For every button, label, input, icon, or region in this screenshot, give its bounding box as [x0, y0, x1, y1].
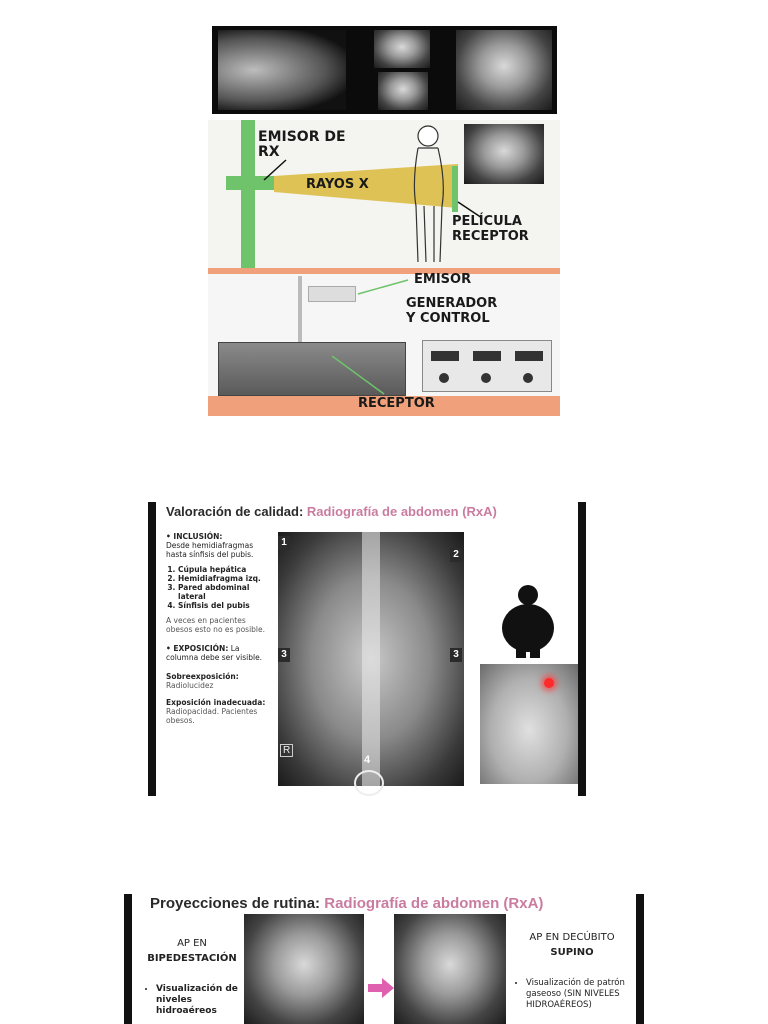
control-console: [422, 340, 552, 392]
emitter-post: [241, 120, 255, 268]
inadecuada-text: Radiopacidad. Pacientes obesos.: [166, 707, 258, 725]
slide-proyecciones: [124, 894, 644, 1024]
ap-en-label: AP EN: [177, 938, 207, 949]
slide-calidad: [148, 502, 586, 796]
right-bullet: • Visualización de patrón gaseoso (SIN NIVELES HIDROAÉREOS): [526, 978, 644, 1011]
rayos-x-label: RAYOS X: [306, 177, 369, 192]
spine-band: [362, 532, 380, 786]
point-3: 3. Pared abdominal lateral: [178, 583, 270, 601]
chest-xray-image: [218, 30, 346, 110]
point-1: 1. Cúpula hepática: [178, 565, 270, 574]
title-plain: Valoración de calidad:: [166, 504, 304, 519]
emisor-label: EMISOR: [414, 272, 472, 287]
ap-standing-xray: [244, 914, 364, 1024]
emitter-unit: [308, 286, 356, 302]
obese-note: A veces en pacientes obesos esto no es posible.: [166, 616, 266, 634]
marker-3-right: 3: [450, 648, 462, 662]
sobre-text: Radiolucidez: [166, 681, 214, 690]
title3-plain: Proyecciones de rutina:: [150, 895, 321, 912]
marker-1: 1: [278, 536, 290, 550]
receptor-label: RECEPTOR: [358, 396, 435, 411]
ap-bipedestacion-heading: [146, 936, 238, 966]
ap-decubito-heading: [512, 930, 632, 960]
exposicion-text: La columna debe ser visible.: [166, 644, 263, 662]
point-4: 4. Sínfisis del pubis: [178, 601, 270, 610]
point-2: 2. Hemidiafragma izq.: [178, 574, 270, 583]
abdomen-xray-main: [278, 532, 464, 786]
salmon-band-top: [208, 268, 560, 274]
slide-proyecciones-title: [150, 895, 543, 912]
abdomen-xray-thumbnail: [456, 30, 552, 110]
emisor-pointer: [260, 158, 290, 184]
right-bullets: [516, 978, 644, 1011]
bipedestacion-label: BIPEDESTACIÓN: [147, 953, 237, 964]
marker-4: 4: [364, 754, 371, 766]
pubis-circle: [354, 770, 384, 796]
emitter-arm: [298, 276, 302, 346]
obese-patient-icon: [500, 584, 556, 660]
emisor-rx-label: EMISOR DE RX: [258, 129, 346, 160]
marker-3-left: 3: [278, 648, 290, 662]
supino-label: SUPINO: [550, 947, 594, 958]
marker-2: 2: [450, 548, 462, 562]
inclusion-heading: INCLUSIÓN:: [173, 532, 223, 541]
inadecuada-heading: Exposición inadecuada:: [166, 698, 266, 707]
ap-decubito-label: AP EN DECÚBITO: [529, 932, 615, 943]
left-bullet: • Visualización de niveles hidroaéreos: [156, 984, 252, 1017]
obese-xray-image: [480, 664, 578, 784]
marker-r: R: [280, 744, 293, 757]
spine-xray-image: [378, 72, 428, 110]
inclusion-text: Desde hemidiafragmas hasta sínfisis del pubis.: [166, 541, 254, 559]
sobre-heading: Sobreexposición:: [166, 672, 239, 681]
left-bullets: [146, 984, 252, 1017]
title-colored: Radiografía de abdomen (RxA): [306, 504, 497, 519]
inclusion-points: [166, 565, 270, 610]
abdomen-film-image: [464, 124, 544, 184]
chest-lateral-xray-image: [374, 30, 430, 68]
emisor-arrow: [354, 278, 410, 298]
receptor-arrow: [328, 354, 388, 398]
xray-thumbnail-strip: [212, 26, 557, 114]
ap-supine-xray: [394, 914, 506, 1024]
red-marker-dot: [544, 678, 554, 688]
pelicula-receptor-label: PELÍCULA RECEPTOR: [452, 214, 529, 244]
xray-diagram-upper: [208, 120, 560, 268]
title3-colored: Radiografía de abdomen (RxA): [324, 895, 544, 912]
slide-calidad-title: [166, 504, 497, 519]
generador-label: GENERADOR Y CONTROL: [406, 296, 498, 326]
xray-diagram-lower: [208, 268, 560, 416]
quality-text-column: • INCLUSIÓN: Desde hemidiafragmas hasta sínfisis del pubis. 1. Cúpula hepática 2. Hemidiafragma izq. 3. Pared abdominal lateral 4. Sínfisis del pubis A veces en pacientes obesos esto no es posible. • EXPOSICIÓN: La columna debe ser visible. Sobreexposición: Radiolucidez Exposición inadecuada: Radiopacidad. Pacientes obesos.: [166, 532, 270, 725]
pink-arrow-icon: [368, 978, 394, 998]
exposicion-heading: EXPOSICIÓN:: [173, 644, 229, 653]
